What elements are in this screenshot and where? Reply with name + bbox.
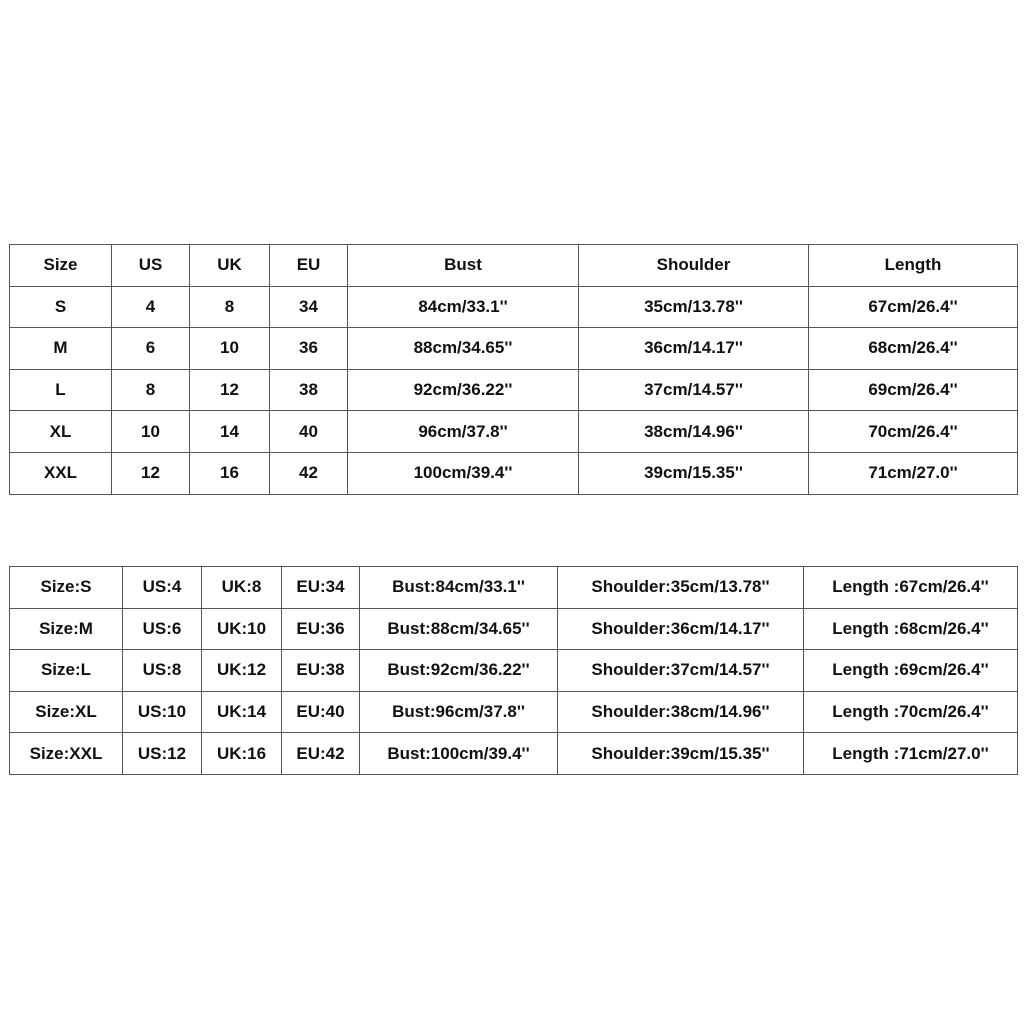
cell-length: 67cm/26.4'' <box>809 286 1018 328</box>
table-row <box>10 369 1018 411</box>
cell-uk: 10 <box>190 328 270 370</box>
cell-size: Size:S <box>10 567 123 609</box>
cell-bust: Bust:100cm/39.4'' <box>360 733 558 775</box>
cell-eu: EU:34 <box>282 567 360 609</box>
cell-size: S <box>10 286 112 328</box>
cell-bust: Bust:84cm/33.1'' <box>360 567 558 609</box>
cell-us: 12 <box>112 452 190 494</box>
cell-uk: UK:16 <box>202 733 282 775</box>
cell-size: Size:XL <box>10 691 123 733</box>
cell-shoulder: 39cm/15.35'' <box>579 452 809 494</box>
cell-length: 68cm/26.4'' <box>809 328 1018 370</box>
table-row <box>10 567 1018 609</box>
table-row <box>10 608 1018 650</box>
cell-bust: Bust:92cm/36.22'' <box>360 650 558 692</box>
cell-shoulder: Shoulder:39cm/15.35'' <box>558 733 804 775</box>
cell-us: US:10 <box>123 691 202 733</box>
cell-uk: UK:10 <box>202 608 282 650</box>
header-uk: UK <box>190 245 270 287</box>
cell-size: XXL <box>10 452 112 494</box>
cell-shoulder: Shoulder:36cm/14.17'' <box>558 608 804 650</box>
cell-uk: 14 <box>190 411 270 453</box>
cell-length: 70cm/26.4'' <box>809 411 1018 453</box>
cell-bust: 92cm/36.22'' <box>348 369 579 411</box>
cell-eu: EU:40 <box>282 691 360 733</box>
header-size: Size <box>10 245 112 287</box>
header-length: Length <box>809 245 1018 287</box>
header-bust: Bust <box>348 245 579 287</box>
cell-shoulder: 37cm/14.57'' <box>579 369 809 411</box>
cell-us: US:12 <box>123 733 202 775</box>
cell-uk: UK:12 <box>202 650 282 692</box>
cell-length: 71cm/27.0'' <box>809 452 1018 494</box>
cell-size: Size:XXL <box>10 733 123 775</box>
cell-uk: UK:14 <box>202 691 282 733</box>
cell-bust: 88cm/34.65'' <box>348 328 579 370</box>
table-row <box>10 650 1018 692</box>
cell-shoulder: 35cm/13.78'' <box>579 286 809 328</box>
cell-length: Length :71cm/27.0'' <box>804 733 1018 775</box>
cell-size: L <box>10 369 112 411</box>
table-row <box>10 286 1018 328</box>
cell-eu: EU:38 <box>282 650 360 692</box>
cell-us: US:8 <box>123 650 202 692</box>
cell-shoulder: Shoulder:38cm/14.96'' <box>558 691 804 733</box>
cell-eu: EU:36 <box>282 608 360 650</box>
cell-uk: 12 <box>190 369 270 411</box>
cell-size: Size:L <box>10 650 123 692</box>
header-shoulder: Shoulder <box>579 245 809 287</box>
cell-us: US:4 <box>123 567 202 609</box>
size-chart-labeled-table <box>9 566 1018 775</box>
cell-size: Size:M <box>10 608 123 650</box>
cell-size: M <box>10 328 112 370</box>
cell-eu: 38 <box>270 369 348 411</box>
table-row <box>10 733 1018 775</box>
cell-length: Length :68cm/26.4'' <box>804 608 1018 650</box>
cell-eu: 42 <box>270 452 348 494</box>
cell-us: 6 <box>112 328 190 370</box>
cell-bust: Bust:88cm/34.65'' <box>360 608 558 650</box>
size-chart-table <box>9 244 1018 495</box>
cell-length: Length :67cm/26.4'' <box>804 567 1018 609</box>
cell-us: US:6 <box>123 608 202 650</box>
cell-uk: UK:8 <box>202 567 282 609</box>
cell-shoulder: Shoulder:35cm/13.78'' <box>558 567 804 609</box>
cell-bust: Bust:96cm/37.8'' <box>360 691 558 733</box>
cell-shoulder: Shoulder:37cm/14.57'' <box>558 650 804 692</box>
cell-size: XL <box>10 411 112 453</box>
table-header-row <box>10 245 1018 287</box>
cell-us: 4 <box>112 286 190 328</box>
cell-length: Length :70cm/26.4'' <box>804 691 1018 733</box>
table-row <box>10 411 1018 453</box>
cell-us: 8 <box>112 369 190 411</box>
cell-eu: EU:42 <box>282 733 360 775</box>
table-row <box>10 691 1018 733</box>
cell-shoulder: 38cm/14.96'' <box>579 411 809 453</box>
cell-us: 10 <box>112 411 190 453</box>
cell-eu: 36 <box>270 328 348 370</box>
cell-uk: 16 <box>190 452 270 494</box>
cell-eu: 34 <box>270 286 348 328</box>
cell-uk: 8 <box>190 286 270 328</box>
cell-length: Length :69cm/26.4'' <box>804 650 1018 692</box>
table-row <box>10 452 1018 494</box>
cell-eu: 40 <box>270 411 348 453</box>
cell-bust: 84cm/33.1'' <box>348 286 579 328</box>
header-eu: EU <box>270 245 348 287</box>
table-row <box>10 328 1018 370</box>
cell-bust: 100cm/39.4'' <box>348 452 579 494</box>
cell-shoulder: 36cm/14.17'' <box>579 328 809 370</box>
cell-length: 69cm/26.4'' <box>809 369 1018 411</box>
cell-bust: 96cm/37.8'' <box>348 411 579 453</box>
header-us: US <box>112 245 190 287</box>
